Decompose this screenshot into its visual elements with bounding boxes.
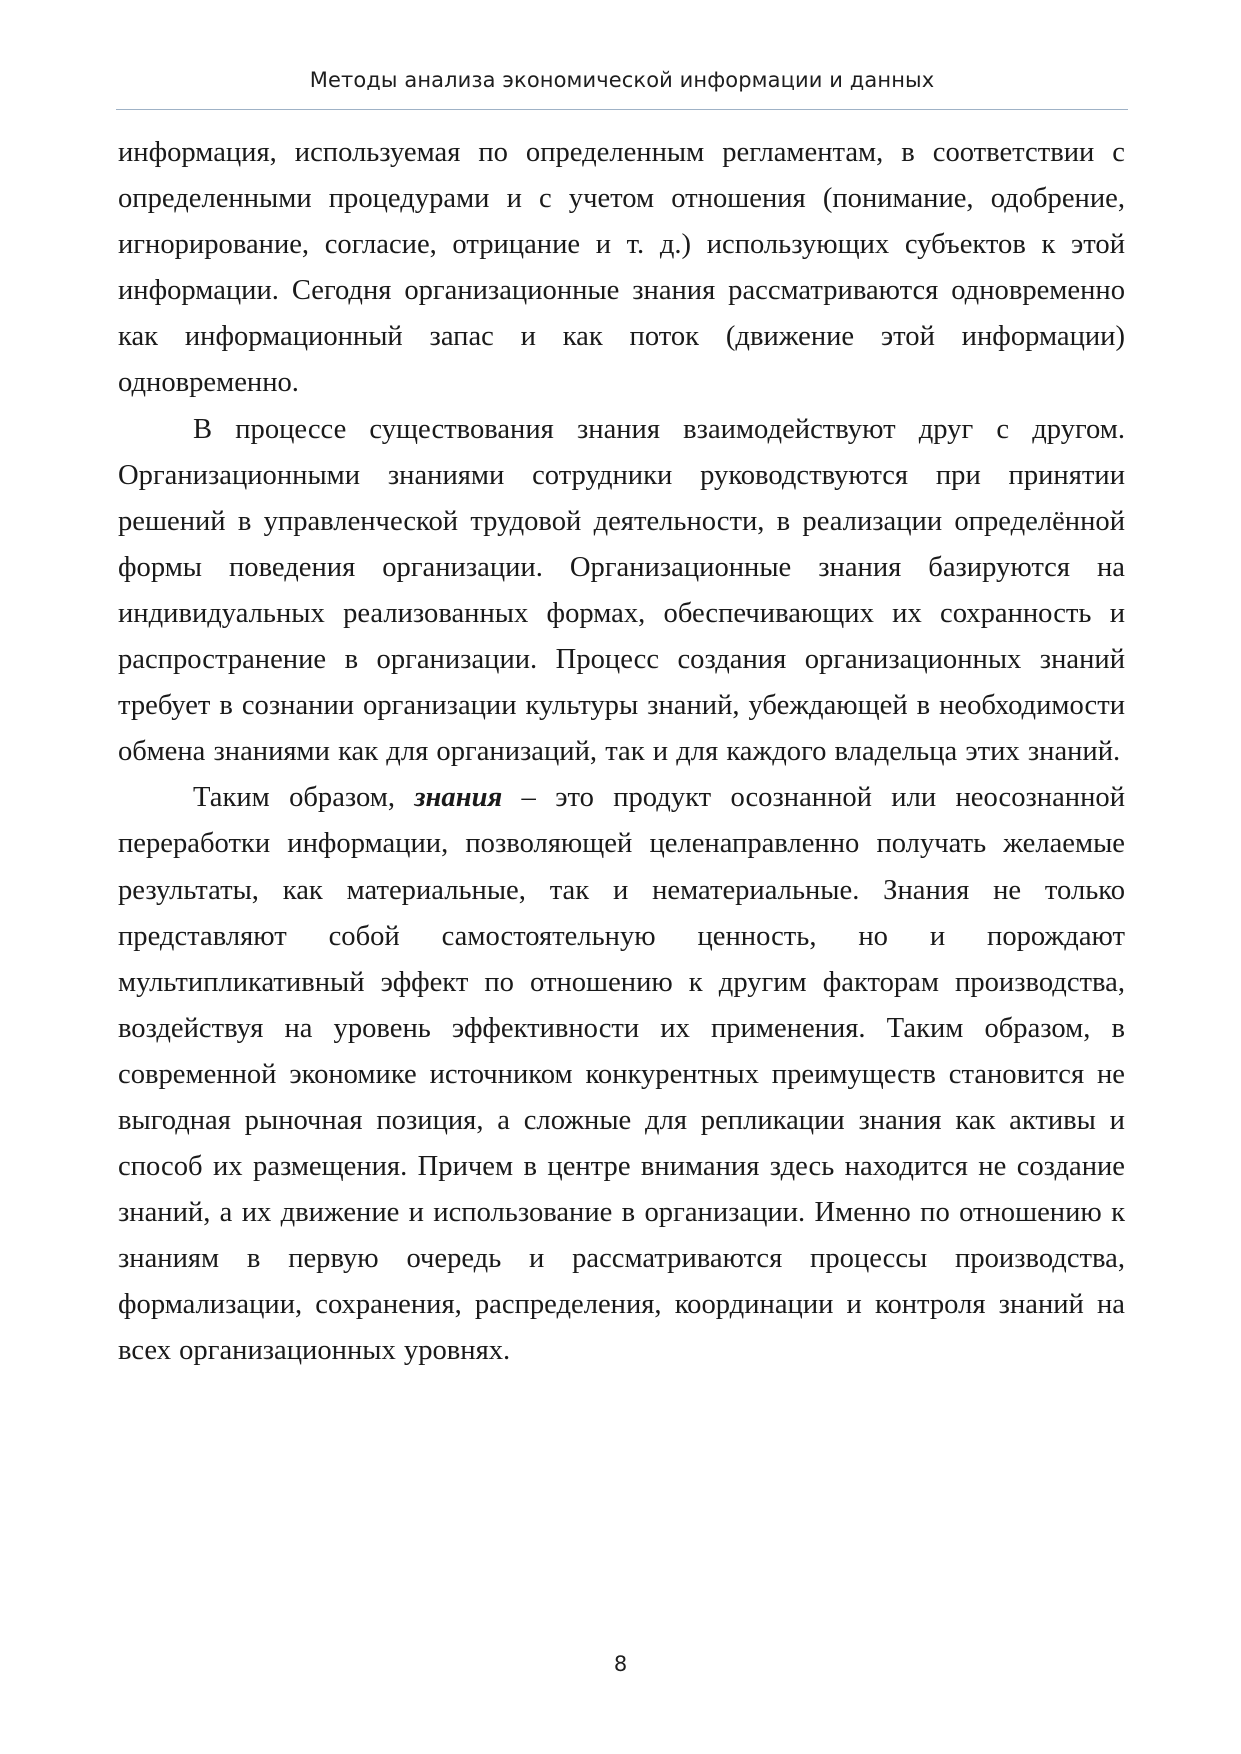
paragraph-3-lead: Таким образом, — [193, 782, 415, 814]
paragraph-2 — [118, 407, 1125, 776]
page-number: 8 — [613, 1652, 628, 1676]
paragraph-1-text: информация, используемая по определенным регламентам, в соответствии с определенными процедурами и с учетом отношения (понимание, одобрение, игнорирование, согласие, отрицание и т. д.) использующих субъектов к этой информации. Сегодня организационные знания рассматриваются одновременно как информационный запас и как поток (движение этой информации) одновременно. — [118, 137, 1125, 399]
paragraph-1 — [118, 130, 1125, 407]
paragraph-2-text: В процессе существования знания взаимодействуют друг с другом. Организационными знаниями сотрудники руководствуются при принятии решений в управленческой трудовой деятельности, в реализации определённой формы поведения организации. Организационные знания базируются на индивидуальных реализованных формах, обеспечивающих их сохранность и распространение в организации. Процесс создания организационных знаний требует в сознании организации культуры знаний, убеждающей в необходимости обмена знаниями как для организаций, так и для каждого владельца этих знаний. — [118, 413, 1125, 768]
body-text — [118, 130, 1125, 1375]
paragraph-3 — [118, 775, 1125, 1374]
running-header: Методы анализа экономической информации и данных — [309, 68, 935, 92]
paragraph-3-text: – это продукт осознанной или неосознанной переработки информации, позволяющей целенаправленно получать желаемые результаты, как материальные, так и нематериальные. Знания не только представляют собой самостоятельную ценность, но и порождают мультипликативный эффект по отношению к другим факторам производства, воздействуя на уровень эффективности их применения. Таким образом, в современной экономике источником конкурентных преимуществ становится не выгодная рыночная позиция, а сложные для репликации знания как активы и способ их размещения. Причем в центре внимания здесь находится не создание знаний, а их движение и использование в организации. Именно по отношению к знаниям в первую очередь и рассматриваются процессы производства, формализации, сохранения, распределения, координации и контроля знаний на всех организационных уровнях. — [118, 782, 1125, 1367]
header-divider — [116, 109, 1128, 110]
defined-term: знания — [414, 782, 503, 814]
